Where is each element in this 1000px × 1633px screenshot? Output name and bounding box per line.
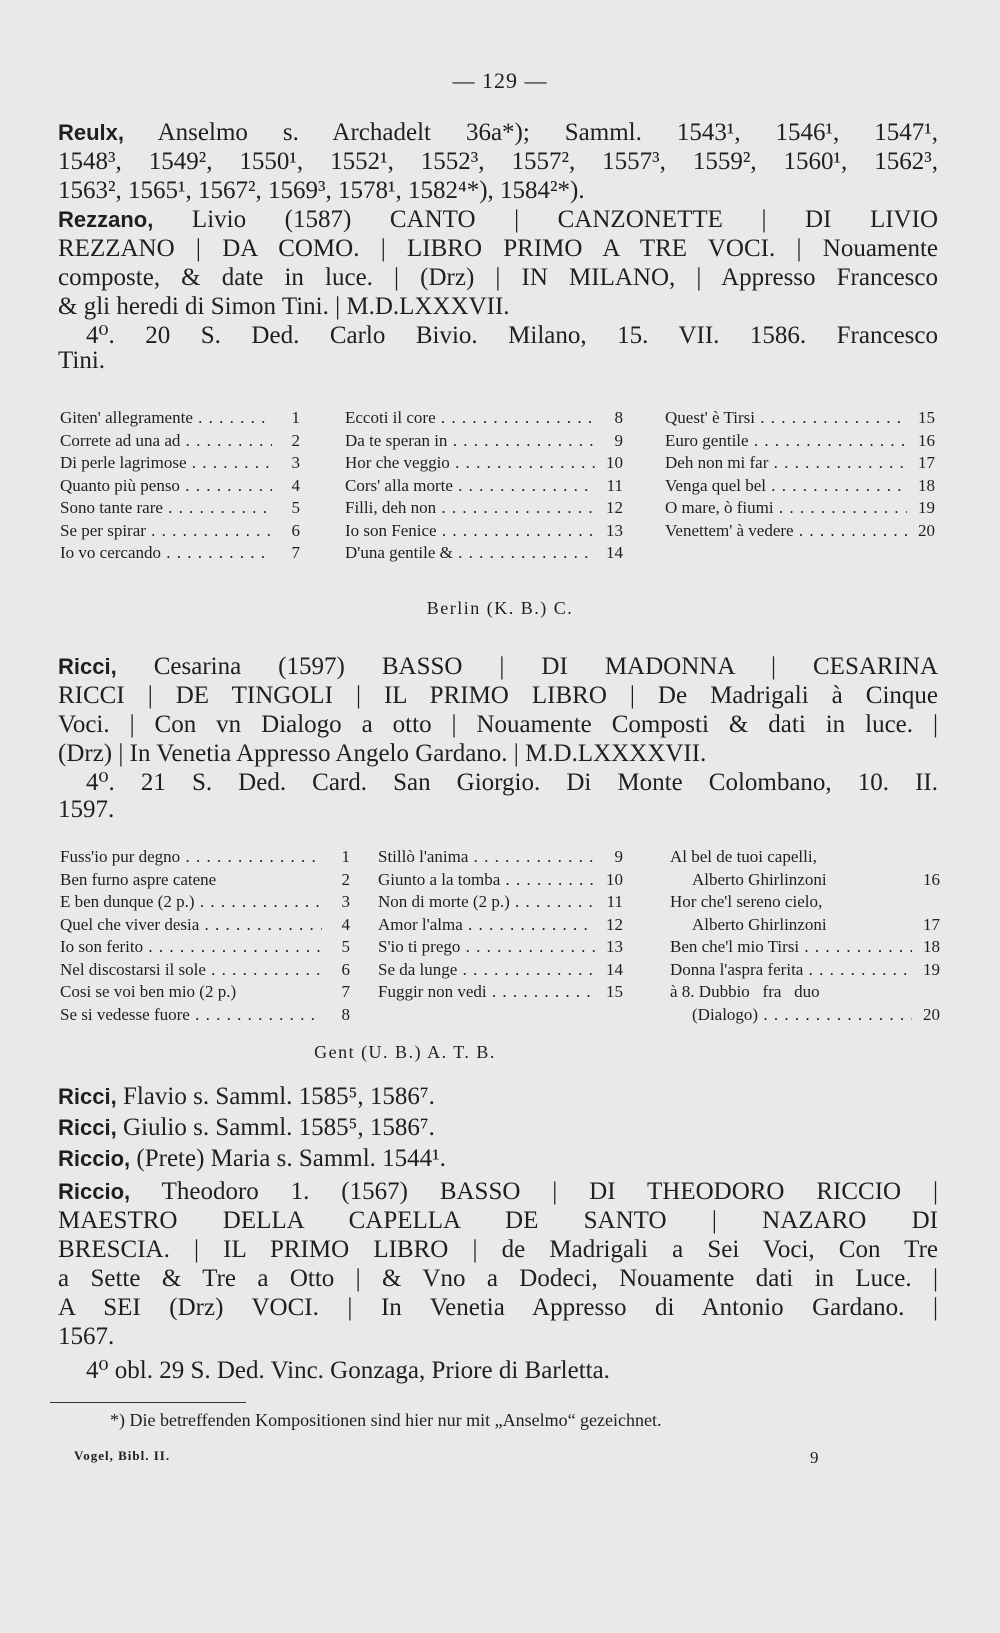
contents-number: 5	[322, 936, 350, 959]
contents-row	[378, 914, 623, 937]
contents-row	[670, 891, 940, 914]
contents-number: 15	[595, 981, 623, 1004]
entry-reulx	[58, 118, 938, 205]
contents-title: Amor l'alma . . .	[378, 914, 595, 937]
contents-title: Alberto Ghirlinzoni	[692, 869, 827, 889]
contents-row	[345, 497, 623, 520]
entry-line	[58, 118, 938, 147]
entry-headword: Ricci,	[58, 654, 117, 679]
contents-row	[670, 1004, 940, 1027]
contents-number: 20	[912, 1004, 940, 1027]
contents-title: Se si vedesse fuore . . .	[60, 1004, 322, 1027]
entry-riccio-maria	[58, 1144, 938, 1173]
contents-title: Giunto a la tomba . . .	[378, 869, 595, 892]
contents-number: 4	[272, 475, 300, 498]
contents-row	[60, 520, 300, 543]
contents-row	[60, 452, 300, 475]
contents-number: 19	[907, 497, 935, 520]
entry-headword: Riccio,	[58, 1179, 131, 1204]
contents-title: Nel discostarsi il sole . . .	[60, 959, 322, 982]
contents-row	[670, 914, 940, 937]
contents-row	[60, 497, 300, 520]
contents-row	[60, 869, 350, 892]
entry-detail: 1597.	[58, 796, 115, 823]
entry-line: 1567.	[58, 1323, 115, 1350]
contents-column	[60, 407, 300, 565]
contents-column	[670, 846, 940, 1026]
contents-row	[670, 959, 940, 982]
contents-number: 6	[322, 959, 350, 982]
contents-number: 20	[907, 520, 935, 543]
contents-row	[345, 475, 623, 498]
contents-row	[345, 407, 623, 430]
contents-title: Euro gentile . . .	[665, 430, 907, 453]
entry-text: (Prete) Maria s. Samml. 1544¹.	[136, 1145, 446, 1172]
contents-row	[670, 846, 940, 869]
contents-title: Fuggir non vedi . . .	[378, 981, 595, 1004]
contents-number: 4	[322, 914, 350, 937]
contents-row	[60, 914, 350, 937]
contents-title: Io vo cercando . . .	[60, 542, 272, 565]
contents-title: Filli, deh non . . .	[345, 497, 595, 520]
entry-line	[58, 1082, 938, 1111]
contents-number: 13	[595, 936, 623, 959]
contents-number: 12	[595, 914, 623, 937]
contents-row	[665, 520, 935, 543]
contents-row	[665, 452, 935, 475]
contents-row	[60, 1004, 350, 1027]
contents-row	[665, 407, 935, 430]
entry-headword: Rezzano,	[58, 207, 154, 232]
contents-row	[345, 452, 623, 475]
contents-row	[60, 891, 350, 914]
contents-title: Al bel de tuoi capelli,	[670, 847, 817, 866]
contents-number: 19	[912, 959, 940, 982]
contents-column	[378, 846, 623, 1004]
contents-title: Fuss'io pur degno . . .	[60, 846, 322, 869]
contents-number: 8	[322, 1004, 350, 1027]
contents-title: Alberto Ghirlinzoni	[692, 914, 827, 934]
contents-number: 14	[595, 542, 623, 565]
footnote: *) Die betreffenden Kompositionen sind hier nur mit „Anselmo“ gezeichnet.	[110, 1410, 662, 1430]
contents-row	[378, 981, 623, 1004]
contents-row	[670, 936, 940, 959]
contents-row	[665, 497, 935, 520]
contents-row	[60, 846, 350, 869]
entry-detail: Tini.	[58, 347, 106, 374]
contents-number: 2	[272, 430, 300, 453]
contents-number: 7	[272, 542, 300, 565]
entry-ricci-cesarina	[58, 652, 938, 823]
entry-detail: 4⁰. 21 S. Ded. Card. San Giorgio. Di Monte Colombano, 10. II.	[86, 769, 938, 796]
entry-line: A SEI (Drz) VOCI. | In Venetia Appresso di Antonio Gardano. |	[58, 1294, 938, 1321]
contents-title: Hor che'l sereno cielo,	[670, 892, 823, 911]
contents-title: Giten' allegramente . . .	[60, 407, 272, 430]
contents-number: 3	[322, 891, 350, 914]
signature-mark: Vogel, Bibl. II.	[74, 1448, 171, 1463]
contents-row	[670, 869, 940, 892]
contents-number: 16	[907, 430, 935, 453]
contents-row	[60, 981, 350, 1004]
library-siglum: Gent (U. B.) A. T. B.	[314, 1042, 496, 1062]
contents-title: Quest' è Tirsi . . .	[665, 407, 907, 430]
contents-number: 15	[907, 407, 935, 430]
entry-line	[58, 1177, 938, 1206]
entry-line: Voci. | Con vn Dialogo a otto | Nouamente Composti & dati in luce. |	[58, 711, 938, 738]
contents-title: Venga quel bel . . .	[665, 475, 907, 498]
contents-row	[60, 542, 300, 565]
contents-title: Venettem' à vedere . . .	[665, 520, 907, 543]
contents-row	[665, 430, 935, 453]
entry-text: Giulio s. Samml. 1585⁵, 1586⁷.	[122, 1114, 435, 1141]
footnote-rule	[50, 1402, 246, 1403]
entry-text: Cesarina (1597) BASSO | DI MADONNA | CESARINA	[153, 653, 939, 680]
contents-row	[378, 869, 623, 892]
contents-title: Stillò l'anima . . .	[378, 846, 595, 869]
contents-row	[378, 846, 623, 869]
entry-detail: 4⁰. 20 S. Ded. Carlo Bivio. Milano, 15. VII. 1586. Francesco	[86, 322, 938, 349]
contents-title: Cors' alla morte . . .	[345, 475, 595, 498]
contents-number: 5	[272, 497, 300, 520]
contents-title: Da te speran in . . .	[345, 430, 595, 453]
contents-title: Io son Fenice . . .	[345, 520, 595, 543]
contents-title: Ben furno aspre catene	[60, 869, 217, 889]
entry-ricci-giulio	[58, 1113, 938, 1142]
contents-number: 14	[595, 959, 623, 982]
entry-headword: Reulx,	[58, 120, 125, 145]
contents-title: Cosi se voi ben mio (2 p.)	[60, 982, 237, 1001]
contents-number: 6	[272, 520, 300, 543]
contents-row	[345, 430, 623, 453]
entry-ricci-flavio	[58, 1082, 938, 1111]
contents-number	[912, 846, 940, 869]
contents-number: 17	[907, 452, 935, 475]
contents-title: (Dialogo) . . .	[670, 1004, 912, 1027]
contents-title: O mare, ò fiumi . . .	[665, 497, 907, 520]
entry-rezzano	[58, 205, 938, 372]
contents-row	[60, 430, 300, 453]
contents-title: Se per spirar . . .	[60, 520, 272, 543]
library-siglum: Berlin (K. B.) C.	[426, 598, 574, 618]
contents-number: 1	[322, 846, 350, 869]
entry-line: 1548³, 1549², 1550¹, 1552¹, 1552³, 1557², 1557³, 1559², 1560¹, 1562³,	[58, 148, 938, 175]
contents-column	[60, 846, 350, 1026]
entry-line	[58, 652, 938, 681]
contents-row	[60, 475, 300, 498]
contents-title: Sono tante rare . . .	[60, 497, 272, 520]
contents-column	[345, 407, 623, 565]
contents-number: 10	[595, 869, 623, 892]
contents-row	[60, 407, 300, 430]
entry-headword: Ricci,	[58, 1084, 117, 1109]
contents-row	[60, 936, 350, 959]
contents-title: Deh non mi far . . .	[665, 452, 907, 475]
entry-line: REZZANO | DA COMO. | LIBRO PRIMO A TRE VOCI. | Nouamente	[58, 235, 938, 262]
contents-number: 10	[595, 452, 623, 475]
contents-title: Ben che'l mio Tirsi . . .	[670, 936, 912, 959]
contents-number: 9	[595, 430, 623, 453]
entry-text: Anselmo s. Archadelt 36a*); Samml. 1543¹, 1546¹, 1547¹,	[157, 119, 938, 146]
contents-title: Non di morte (2 p.) . . .	[378, 891, 595, 914]
entry-line	[58, 205, 938, 234]
contents-title: Donna l'aspra ferita . . .	[670, 959, 912, 982]
entry-line: BRESCIA. | IL PRIMO LIBRO | de Madrigali a Sei Voci, Con Tre	[58, 1236, 938, 1263]
contents-title: D'una gentile & . . .	[345, 542, 595, 565]
contents-title: Io son ferito . . .	[60, 936, 322, 959]
contents-row	[345, 542, 623, 565]
contents-number: 18	[912, 936, 940, 959]
entry-text: Flavio s. Samml. 1585⁵, 1586⁷.	[122, 1083, 435, 1110]
contents-row	[60, 959, 350, 982]
signature-number: 9	[810, 1448, 819, 1467]
contents-title: S'io ti prego . . .	[378, 936, 595, 959]
contents-row	[670, 981, 940, 1004]
contents-number: 11	[595, 475, 623, 498]
contents-number: 7	[322, 981, 350, 1004]
contents-number: 12	[595, 497, 623, 520]
contents-title: Quanto più penso . . .	[60, 475, 272, 498]
contents-title: Correte ad una ad . . .	[60, 430, 272, 453]
contents-number: 13	[595, 520, 623, 543]
contents-title: Di perle lagrimose . . .	[60, 452, 272, 475]
entry-line: a Sette & Tre a Otto | & Vno a Dodeci, Nouamente dati in Luce. |	[58, 1265, 938, 1292]
entry-text: Livio (1587) CANTO | CANZONETTE | DI LIVIO	[191, 206, 938, 233]
contents-number: 16	[912, 869, 940, 892]
entry-headword: Ricci,	[58, 1115, 117, 1140]
page-number: — 129 —	[452, 68, 548, 93]
entry-headword: Riccio,	[58, 1146, 131, 1171]
contents-row	[378, 891, 623, 914]
contents-number: 8	[595, 407, 623, 430]
contents-title: Se da lunge . . .	[378, 959, 595, 982]
entry-line: 1563², 1565¹, 1567², 1569³, 1578¹, 1582⁴*), 1584²*).	[58, 177, 585, 204]
entry-line: RICCI | DE TINGOLI | IL PRIMO LIBRO | De Madrigali à Cinque	[58, 682, 938, 709]
contents-number: 17	[912, 914, 940, 937]
contents-number: 18	[907, 475, 935, 498]
contents-title: Hor che veggio . . .	[345, 452, 595, 475]
contents-number	[912, 891, 940, 914]
contents-number: 11	[595, 891, 623, 914]
contents-title: E ben dunque (2 p.) . . .	[60, 891, 322, 914]
contents-table-ricci	[60, 846, 940, 1036]
entry-line: MAESTRO DELLA CAPELLA DE SANTO | NAZARO DI	[58, 1207, 938, 1234]
contents-table-rezzano	[60, 407, 940, 577]
entry-line: (Drz) | In Venetia Appresso Angelo Gardano. | M.D.LXXXXVII.	[58, 740, 707, 767]
entry-text: Theodoro 1. (1567) BASSO | DI THEODORO RICCIO |	[161, 1178, 938, 1205]
contents-title: à 8. Dubbio fra duo	[670, 982, 820, 1001]
entry-line	[58, 1144, 938, 1173]
entry-line: & gli heredi di Simon Tini. | M.D.LXXXVII.	[58, 293, 510, 320]
contents-title: Quel che viver desia . . .	[60, 914, 322, 937]
contents-number: 1	[272, 407, 300, 430]
contents-row	[378, 959, 623, 982]
contents-number: 3	[272, 452, 300, 475]
contents-number: 9	[595, 846, 623, 869]
entry-detail: 4⁰ obl. 29 S. Ded. Vinc. Gonzaga, Priore di Barletta.	[86, 1357, 610, 1384]
contents-row	[378, 936, 623, 959]
contents-row	[345, 520, 623, 543]
contents-row	[665, 475, 935, 498]
contents-number: 2	[322, 869, 350, 892]
entry-line: composte, & date in luce. | (Drz) | IN MILANO, | Appresso Francesco	[58, 264, 938, 291]
entry-riccio-theodoro	[58, 1177, 938, 1385]
entry-line	[58, 1113, 938, 1142]
contents-column	[665, 407, 935, 542]
contents-title: Eccoti il core . . .	[345, 407, 595, 430]
contents-number	[912, 981, 940, 1004]
